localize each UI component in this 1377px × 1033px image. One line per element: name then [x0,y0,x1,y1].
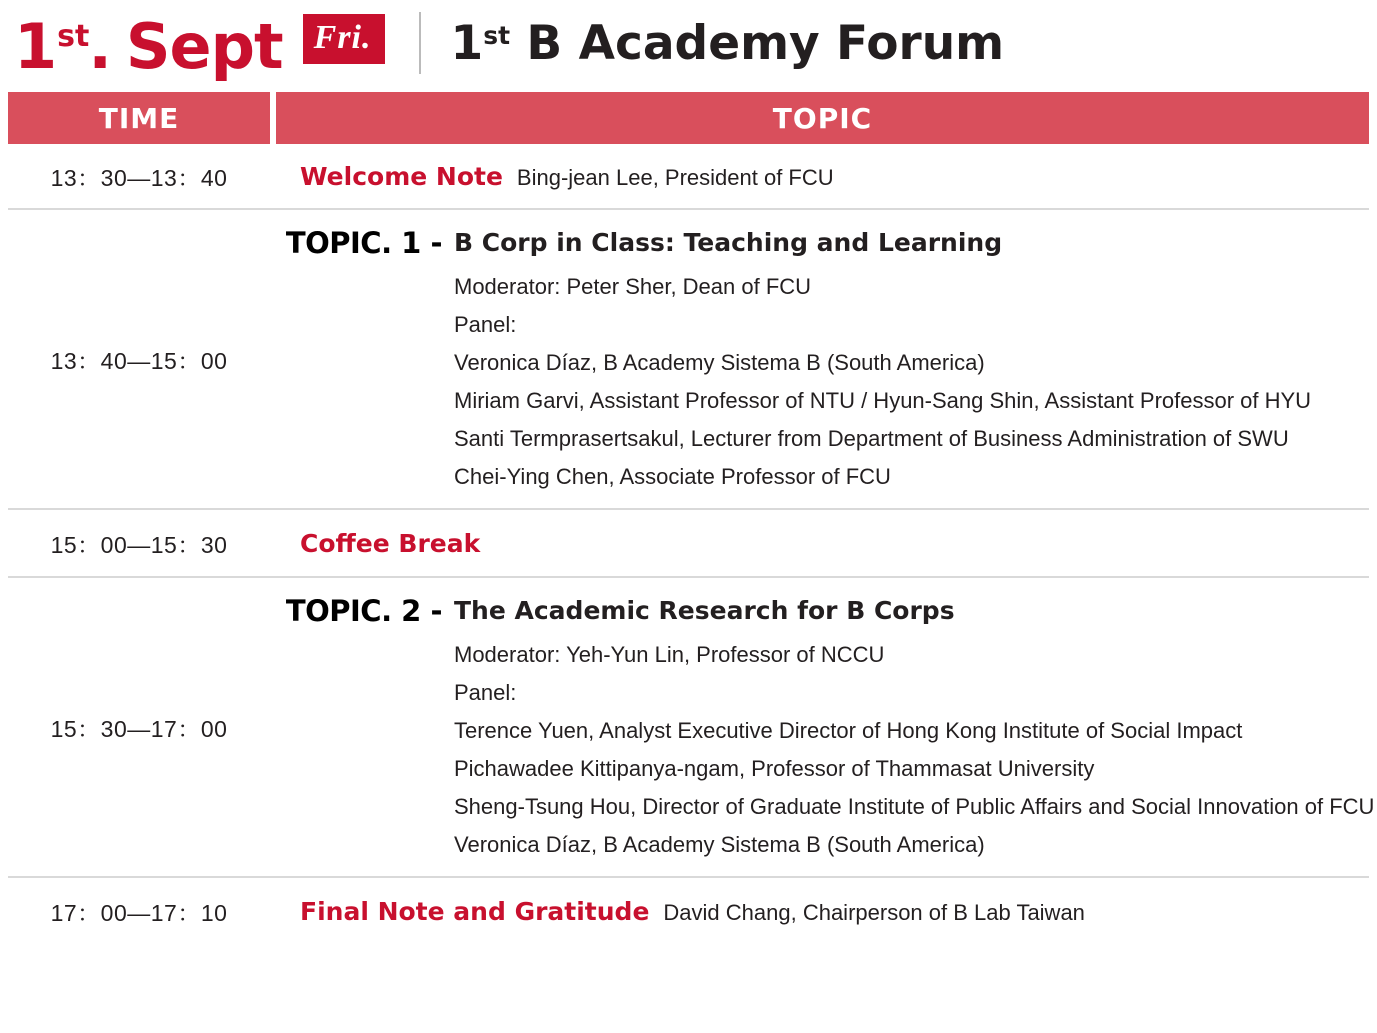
column-header-topic: TOPIC [276,92,1369,144]
topic-block [276,210,1369,508]
simple-entry [276,897,1085,926]
weekday-badge: Fri. [303,14,385,64]
entry-label: Welcome Note [300,161,503,191]
row-topic [270,578,1374,876]
column-header-time: TIME [8,92,270,144]
topic-line: Miriam Garvi, Assistant Professor of NTU / Hyun-Sang Shin, Assistant Professor of HYU [454,388,1312,413]
header-divider [419,12,421,74]
table-row [8,510,1369,578]
simple-entry [276,162,834,191]
date-day-suffix: st [57,19,90,54]
page-title-suffix: st [483,20,511,50]
date-month: Sept [125,10,283,83]
row-time: 15：30—17：00 [50,715,228,742]
table-header-row [8,92,1369,144]
topic-marker: TOPIC. 1 - [285,226,442,260]
entry-detail: David Chang, Chairperson of B Lab Taiwan [663,899,1085,925]
page-title-prefix: 1 [450,15,484,71]
table-row [8,878,1369,944]
entry-label: Coffee Break [300,528,481,558]
topic-line: Veronica Díaz, B Academy Sistema B (South America) [454,350,985,375]
row-time: 13：40—15：00 [50,347,228,374]
row-topic [270,878,1369,944]
topic-title: The Academic Research for B Corps [454,596,955,625]
page-title [450,15,1005,71]
row-time: 13：30—13：40 [50,164,228,191]
row-time: 15：00—15：30 [50,531,228,558]
row-topic [270,210,1369,508]
topic-line: Moderator: Peter Sher, Dean of FCU [454,274,812,299]
topic-line: Pichawadee Kittipanya-ngam, Professor of Thammasat University [454,756,1095,781]
row-topic [270,144,1369,208]
topic-marker: TOPIC. 2 - [285,594,442,628]
topic-block [276,578,1374,876]
topic-body [454,224,1369,496]
topic-line: Moderator: Yeh-Yun Lin, Professor of NCCU [454,642,885,667]
topic-line: Sheng-Tsung Hou, Director of Graduate Institute of Public Affairs and Social Innovation of FCU [454,794,1375,819]
page-title-main: B Academy Forum [510,15,1005,71]
row-time: 17：00—17：10 [50,899,228,926]
topic-body [454,592,1374,864]
topic-line: Veronica Díaz, B Academy Sistema B (South America) [454,832,985,857]
page-header [0,0,1377,92]
topic-line: Terence Yuen, Analyst Executive Director of Hong Kong Institute of Social Impact [454,718,1243,743]
table-row [8,210,1369,510]
topic-title: B Corp in Class: Teaching and Learning [454,228,1003,257]
row-topic [270,510,1369,576]
entry-detail: Bing-jean Lee, President of FCU [516,164,834,190]
event-date [14,10,283,83]
topic-line: Santi Termprasertsakul, Lecturer from Department of Business Administration of SWU [454,426,1289,451]
date-dot: . [88,10,112,83]
table-row [8,578,1375,878]
topic-line: Chei-Ying Chen, Associate Professor of FCU [454,464,891,489]
topic-line: Panel: [454,312,517,337]
date-day: 1 [14,10,57,83]
simple-entry [276,529,494,558]
topic-line: Panel: [454,680,517,705]
agenda-rows [8,144,1375,944]
table-row [8,144,1369,210]
entry-label: Final Note and Gratitude [300,896,650,926]
